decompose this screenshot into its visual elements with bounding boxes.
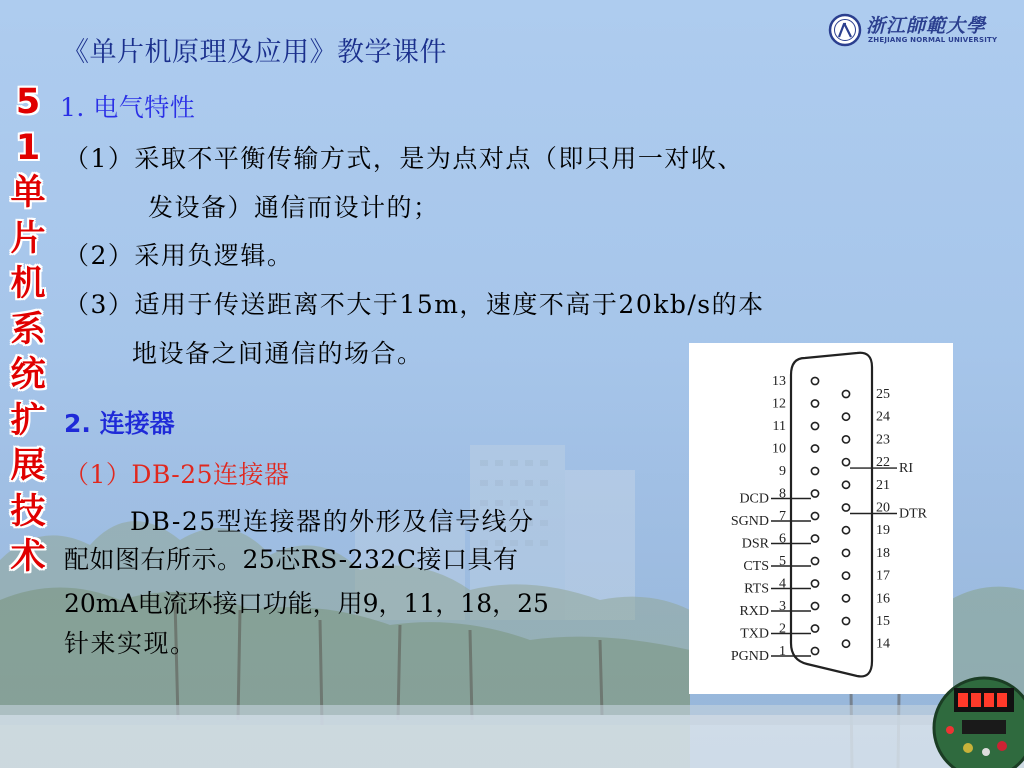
pin-number-10: 10 [772,441,786,457]
pin-20 [842,504,849,511]
pin-23 [842,436,849,443]
pin-number-24: 24 [876,409,890,425]
side-title-char: 扩 [10,400,46,441]
section1-item-3-line2: 地设备之间通信的场合。 [132,339,424,368]
pin-number-18: 18 [876,545,890,561]
pin-1 [811,647,818,654]
pin-number-8: 8 [779,486,786,502]
pin-15 [842,617,849,624]
pin-8 [811,490,818,497]
side-title-char: 术 [10,537,46,577]
university-emblem-icon [828,13,862,47]
pin-number-15: 15 [876,614,890,629]
signal-label-dcd: DCD [739,491,769,507]
pin-4 [811,580,818,587]
db25-diagram-svg [689,343,953,694]
signal-label-pgnd: PGND [730,649,769,664]
pin-12 [811,400,818,407]
pin-7 [811,512,818,519]
pin-number-1: 1 [779,644,786,659]
section1-item-1-line1: （1）采取不平衡传输方式，是为点对点（即只用一对收、 [64,144,744,173]
pin-13 [811,377,818,384]
pin-number-20: 20 [876,500,890,516]
pin-number-22: 22 [876,455,890,471]
pin-number-4: 4 [779,576,786,592]
signal-label-txd: TXD [740,626,769,642]
side-title-char: 展 [10,446,46,486]
signal-label-dtr: DTR [899,506,927,522]
section2-paragraph-line3: 20mA电流环接口功能，用9，11，18，25 [64,589,549,618]
side-title-char: 系 [10,309,46,350]
pin-14 [842,640,849,647]
pin-number-11: 11 [772,419,786,434]
pin-number-16: 16 [876,591,890,607]
university-logo [826,10,1011,50]
section1-heading: 1. 电气特性 [60,93,196,122]
side-title-char: 1 [15,127,41,168]
side-title-char: 单 [10,173,46,213]
connector-shell-outline [791,353,872,677]
pin-number-2: 2 [779,621,786,637]
pin-number-7: 7 [779,509,786,524]
pin-19 [842,527,849,534]
pin-number-3: 3 [779,599,786,614]
side-vertical-title [2,80,54,581]
section2-paragraph-line4: 针来实现。 [64,629,197,658]
side-title-char: 片 [10,218,46,259]
pin-24 [842,413,849,420]
pin-11 [811,422,818,429]
pin-3 [811,602,818,609]
pin-number-9: 9 [779,464,786,479]
section2-paragraph-line1: DB-25型连接器的外形及信号线分 [130,507,535,536]
pin-number-17: 17 [876,568,890,584]
pin-6 [811,535,818,542]
pin-number-25: 25 [876,387,890,402]
signal-label-rxd: RXD [739,604,769,619]
pin-5 [811,557,818,564]
pcb-board-image [928,668,1024,768]
signal-label-dsr: DSR [741,536,769,552]
side-title-char: 技 [10,491,46,532]
section2-subheading: （1）DB-25连接器 [64,460,290,489]
pin-10 [811,445,818,452]
pin-number-14: 14 [876,636,890,652]
pin-25 [842,390,849,397]
pin-22 [842,459,849,466]
pin-9 [811,467,818,474]
logo-name-cn: 浙江師範大學 [866,15,987,37]
signal-label-rts: RTS [744,581,769,597]
pin-number-23: 23 [876,432,890,448]
pin-number-6: 6 [779,531,786,547]
section2-paragraph-line2: 配如图右所示。25芯RS-232C接口具有 [64,545,519,574]
signal-label-ri: RI [899,461,913,477]
signal-label-cts: CTS [743,559,769,574]
pin-number-21: 21 [876,477,890,493]
db25-connector-diagram [689,343,953,694]
side-title-char: 统 [10,355,46,395]
pin-number-13: 13 [772,374,786,389]
pin-17 [842,572,849,579]
section1-item-2: （2）采用负逻辑。 [64,241,294,270]
signal-label-sgnd: SGND [730,514,769,529]
section2-heading: 2. 连接器 [64,409,175,438]
pin-18 [842,549,849,556]
side-title-char: 5 [15,82,41,122]
logo-name-en: ZHEJIANG NORMAL UNIVERSITY [868,36,998,44]
pin-16 [842,595,849,602]
section1-item-3-line1: （3）适用于传送距离不大于15m，速度不高于20kb/s的本 [64,290,765,319]
section1-item-1-line2: 发设备）通信而设计的； [148,193,440,222]
pin-number-19: 19 [876,523,890,539]
side-title-char: 机 [10,264,46,304]
pin-21 [842,481,849,488]
slide-header-title: 《单片机原理及应用》教学课件 [62,37,447,68]
pin-2 [811,625,818,632]
pin-number-12: 12 [772,396,786,412]
pin-number-5: 5 [779,554,786,569]
